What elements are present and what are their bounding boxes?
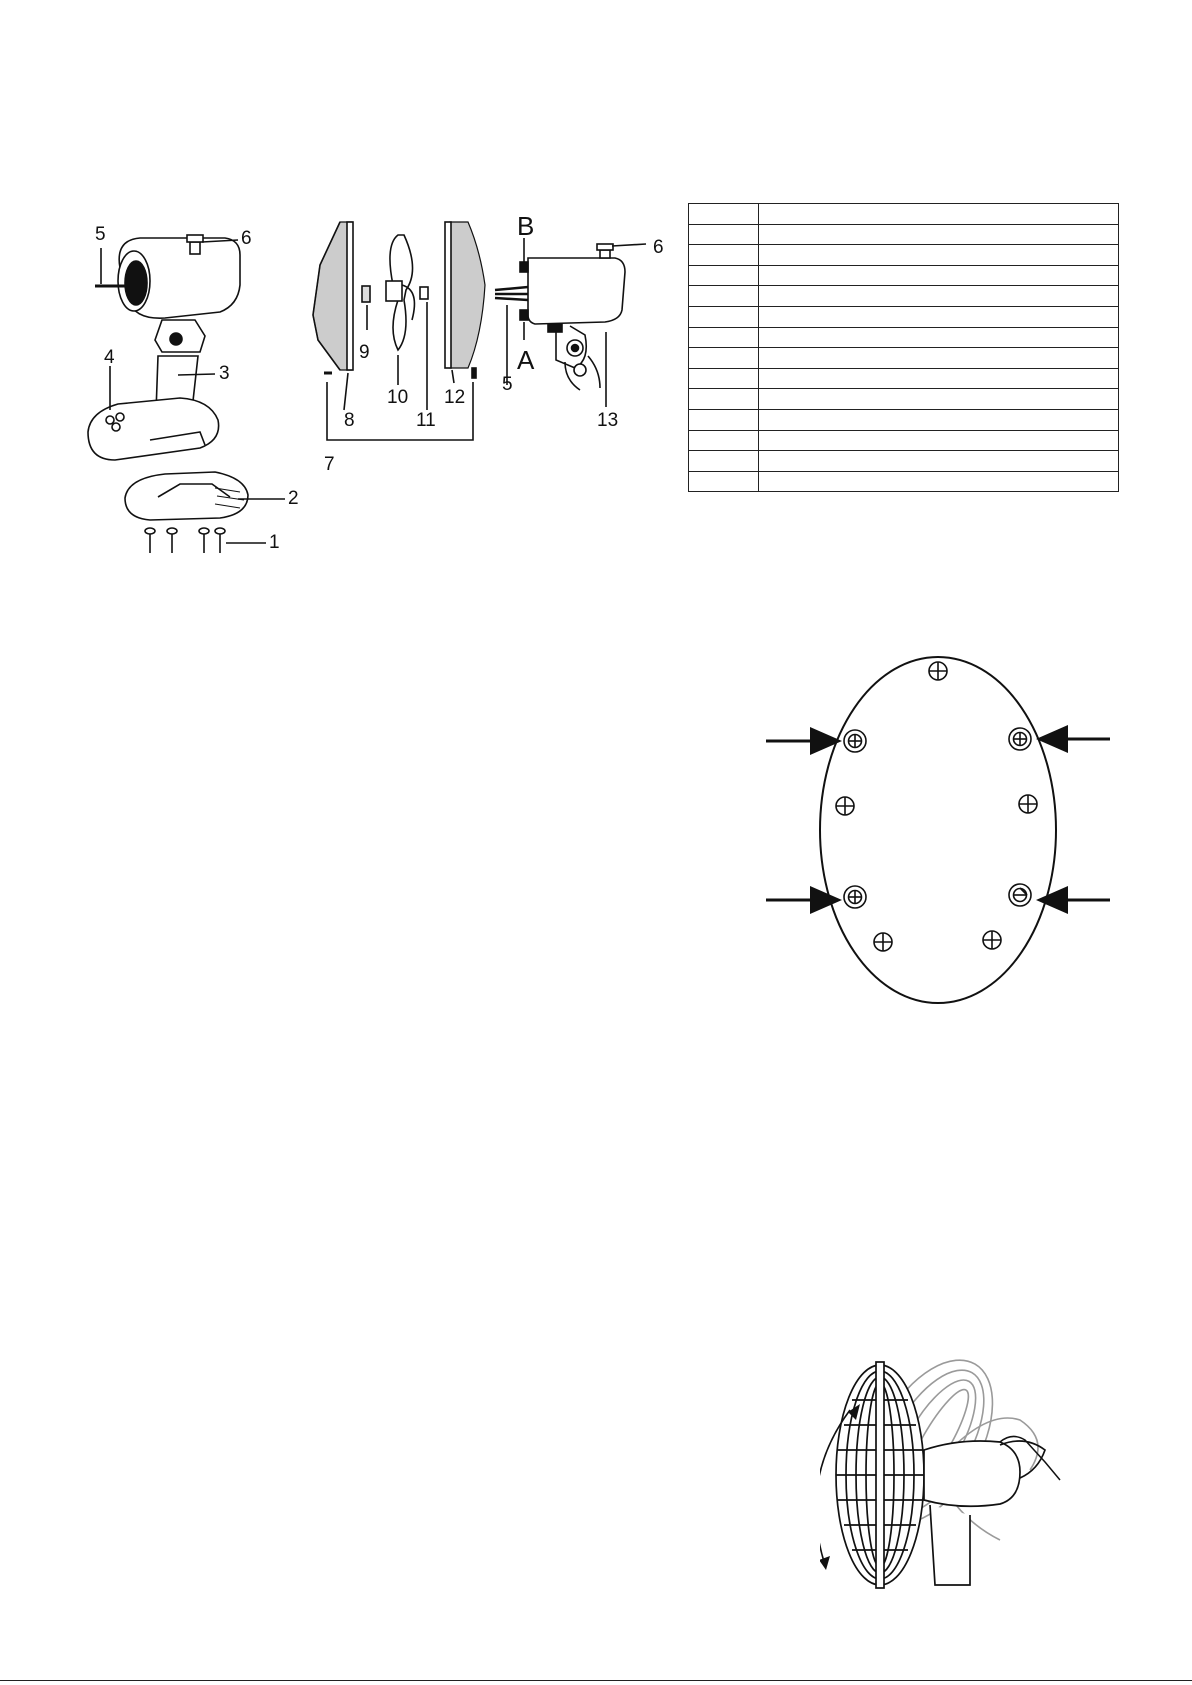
point-a-label: A [517, 345, 535, 375]
part-description [759, 430, 1119, 451]
table-row [689, 245, 1119, 266]
page-bottom-rule [0, 1680, 1192, 1681]
callout-11: 11 [416, 410, 436, 431]
part-description [759, 348, 1119, 369]
part-description [759, 389, 1119, 410]
screw-icon [145, 528, 225, 553]
table-row [689, 451, 1119, 472]
part-description [759, 368, 1119, 389]
tilt-adjustment-figure [820, 1350, 1120, 1600]
callout-8: 8 [344, 410, 355, 431]
callout-13: 13 [597, 410, 619, 431]
part-number [689, 368, 759, 389]
table-row [689, 224, 1119, 245]
front-guard [313, 222, 353, 370]
part-number [689, 265, 759, 286]
part-description [759, 306, 1119, 327]
fan-motor [924, 1441, 1045, 1585]
callout-6-left: 6 [241, 228, 252, 249]
callout-9: 9 [359, 342, 370, 363]
table-row [689, 471, 1119, 492]
table-row [689, 348, 1119, 369]
guard-clip-diagram [760, 650, 1120, 1010]
part-number [689, 451, 759, 472]
motor-head-assembled [95, 235, 240, 318]
guard-outline [820, 657, 1056, 1003]
callout-10: 10 [387, 387, 409, 408]
spinner [362, 286, 370, 302]
part-number [689, 430, 759, 451]
table-row [689, 327, 1119, 348]
part-description [759, 204, 1119, 225]
callout-1: 1 [269, 532, 280, 553]
part-description [759, 224, 1119, 245]
stand-base [88, 398, 219, 460]
part-number [689, 224, 759, 245]
part-number [689, 306, 759, 327]
part-number [689, 471, 759, 492]
callout-6-right: 6 [653, 237, 664, 258]
part-description [759, 265, 1119, 286]
part-number [689, 389, 759, 410]
callout-2: 2 [288, 488, 299, 509]
part-description [759, 451, 1119, 472]
part-number [689, 286, 759, 307]
table-row [689, 204, 1119, 225]
table-row [689, 389, 1119, 410]
part-number [689, 245, 759, 266]
part-number [689, 348, 759, 369]
part-description [759, 245, 1119, 266]
callout-4: 4 [104, 347, 115, 368]
exploded-view-figure [0, 0, 680, 570]
part-number [689, 327, 759, 348]
part-description [759, 286, 1119, 307]
base-plate [125, 472, 248, 520]
part-description [759, 409, 1119, 430]
point-b-label: B [517, 211, 535, 241]
guard-nut [420, 287, 428, 299]
table-row [689, 265, 1119, 286]
callout-12: 12 [444, 387, 466, 408]
callout-7: 7 [324, 454, 335, 475]
part-number [689, 204, 759, 225]
rear-guard [445, 222, 485, 368]
callout-5-right: 5 [502, 374, 513, 395]
part-number [689, 409, 759, 430]
callout-3: 3 [219, 363, 230, 384]
table-row [689, 430, 1119, 451]
table-row [689, 306, 1119, 327]
fan-blade [386, 235, 414, 350]
part-description [759, 471, 1119, 492]
callout-5-left: 5 [95, 224, 106, 245]
table-row [689, 368, 1119, 389]
part-description [759, 327, 1119, 348]
parts-table [688, 203, 1119, 492]
fan-guard-front [836, 1362, 924, 1588]
table-row [689, 409, 1119, 430]
table-row [689, 286, 1119, 307]
